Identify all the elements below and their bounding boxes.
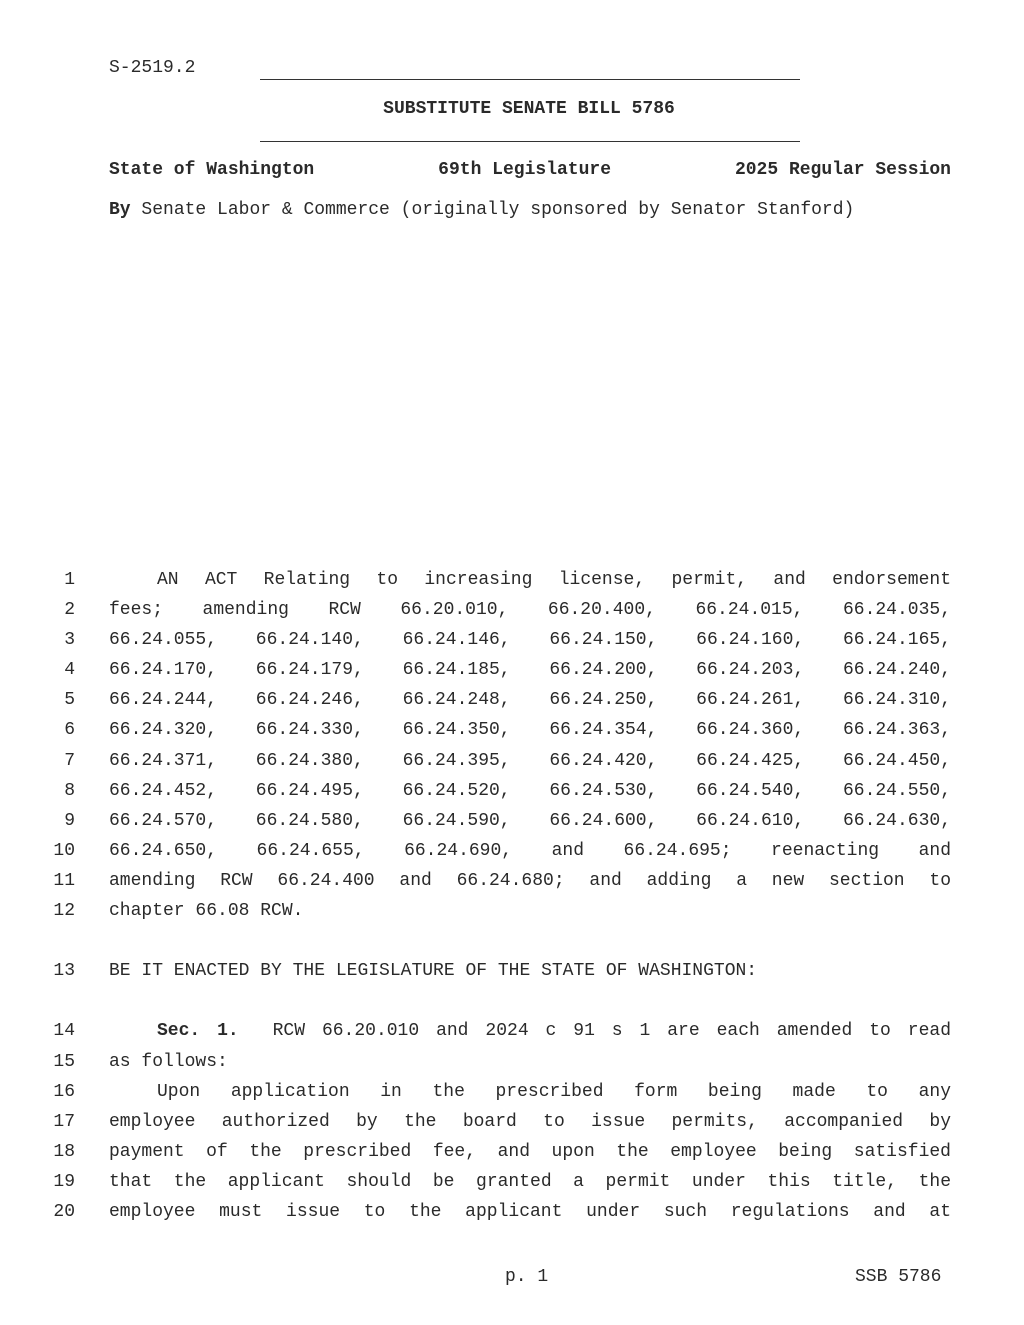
line-number: 11 xyxy=(53,870,75,891)
line-text: 66.24.244, 66.24.246, 66.24.248, 66.24.250, 66.24.261, 66.24.310, xyxy=(109,690,951,711)
sponsor-line xyxy=(109,200,854,220)
line-number: 8 xyxy=(64,780,75,801)
line-number: 18 xyxy=(53,1141,75,1162)
line-text: 66.24.371, 66.24.380, 66.24.395, 66.24.420, 66.24.425, 66.24.450, xyxy=(109,750,951,771)
line-text: 66.24.570, 66.24.580, 66.24.590, 66.24.600, 66.24.610, 66.24.630, xyxy=(109,810,951,831)
section-label: Sec. 1. xyxy=(157,1021,239,1042)
line-text: RCW 66.20.010 and 2024 c 91 s 1 are each amended to read xyxy=(272,1021,951,1042)
bill-line xyxy=(0,1016,1024,1046)
line-text: 66.24.320, 66.24.330, 66.24.350, 66.24.354, 66.24.360, 66.24.363, xyxy=(109,720,951,741)
line-text: as follows: xyxy=(109,1051,228,1072)
bill-line xyxy=(0,1137,1024,1167)
line-text: employee authorized by the board to issue permits, accompanied by xyxy=(109,1111,951,1132)
page-number: p. 1 xyxy=(505,1267,549,1287)
line-text: that the applicant should be granted a permit under this title, the xyxy=(109,1171,951,1192)
bill-line xyxy=(0,866,1024,896)
line-text: chapter 66.08 RCW. xyxy=(109,901,304,922)
bill-line xyxy=(0,836,1024,866)
blank-line xyxy=(0,926,1024,956)
bill-line xyxy=(0,685,1024,715)
bill-line xyxy=(0,1107,1024,1137)
title-rule-bottom xyxy=(260,141,800,142)
line-number: 7 xyxy=(64,750,75,771)
line-number: 1 xyxy=(64,570,75,590)
line-text: 66.24.452, 66.24.495, 66.24.520, 66.24.530, 66.24.540, 66.24.550, xyxy=(109,780,951,801)
line-number: 4 xyxy=(64,660,75,681)
line-text: Upon application in the prescribed form being made to any xyxy=(157,1081,951,1102)
line-number: 5 xyxy=(64,690,75,711)
line-number: 12 xyxy=(53,901,75,922)
legislative-meta xyxy=(109,160,951,180)
legislature-number: 69th Legislature xyxy=(438,160,611,180)
sponsor-by-label: By xyxy=(109,200,131,220)
section-heading xyxy=(109,1016,951,1046)
bill-body xyxy=(0,565,1024,1227)
line-number: 16 xyxy=(53,1081,75,1102)
line-text: amending RCW 66.24.400 and 66.24.680; and adding a new section to xyxy=(109,870,951,891)
bill-line xyxy=(0,746,1024,776)
blank-line xyxy=(0,986,1024,1016)
bill-line xyxy=(0,1077,1024,1107)
bill-line xyxy=(0,1047,1024,1077)
line-number: 19 xyxy=(53,1171,75,1192)
line-number: 20 xyxy=(53,1201,75,1222)
line-number: 6 xyxy=(64,720,75,741)
line-text: fees; amending RCW 66.20.010, 66.20.400, 66.24.015, 66.24.035, xyxy=(109,600,951,621)
line-text: employee must issue to the applicant under such regulations and at xyxy=(109,1201,951,1222)
sponsor-text: Senate Labor & Commerce (originally sponsored by Senator Stanford) xyxy=(141,200,855,220)
document-id: S-2519.2 xyxy=(109,58,196,78)
line-number: 10 xyxy=(53,840,75,861)
line-number: 3 xyxy=(64,630,75,651)
bill-line xyxy=(0,655,1024,685)
enacting-clause: BE IT ENACTED BY THE LEGISLATURE OF THE STATE OF WASHINGTON: xyxy=(109,961,758,982)
line-number: 15 xyxy=(53,1051,75,1072)
line-text: AN ACT Relating to increasing license, permit, and endorsement xyxy=(157,570,951,590)
state-name: State of Washington xyxy=(109,160,315,180)
line-number: 9 xyxy=(64,810,75,831)
bill-line xyxy=(0,806,1024,836)
bill-line xyxy=(0,896,1024,926)
bill-line xyxy=(0,565,1024,595)
bill-line xyxy=(0,595,1024,625)
bill-line xyxy=(0,776,1024,806)
line-text: payment of the prescribed fee, and upon the employee being satisfied xyxy=(109,1141,951,1162)
line-text: 66.24.055, 66.24.140, 66.24.146, 66.24.150, 66.24.160, 66.24.165, xyxy=(109,630,951,651)
session-name: 2025 Regular Session xyxy=(734,160,951,180)
bill-title: SUBSTITUTE SENATE BILL 5786 xyxy=(383,99,675,119)
bill-line xyxy=(0,715,1024,745)
line-text: 66.24.650, 66.24.655, 66.24.690, and 66.24.695; reenacting and xyxy=(109,840,951,861)
bill-line xyxy=(0,956,1024,986)
line-number: 2 xyxy=(64,600,75,621)
line-text: 66.24.170, 66.24.179, 66.24.185, 66.24.200, 66.24.203, 66.24.240, xyxy=(109,660,951,681)
line-number: 13 xyxy=(53,961,75,982)
title-rule-top xyxy=(260,79,800,80)
bill-line xyxy=(0,1197,1024,1227)
bill-line xyxy=(0,1167,1024,1197)
line-number: 17 xyxy=(53,1111,75,1132)
footer-bill-id: SSB 5786 xyxy=(855,1267,942,1287)
bill-line xyxy=(0,625,1024,655)
line-number: 14 xyxy=(53,1021,75,1042)
